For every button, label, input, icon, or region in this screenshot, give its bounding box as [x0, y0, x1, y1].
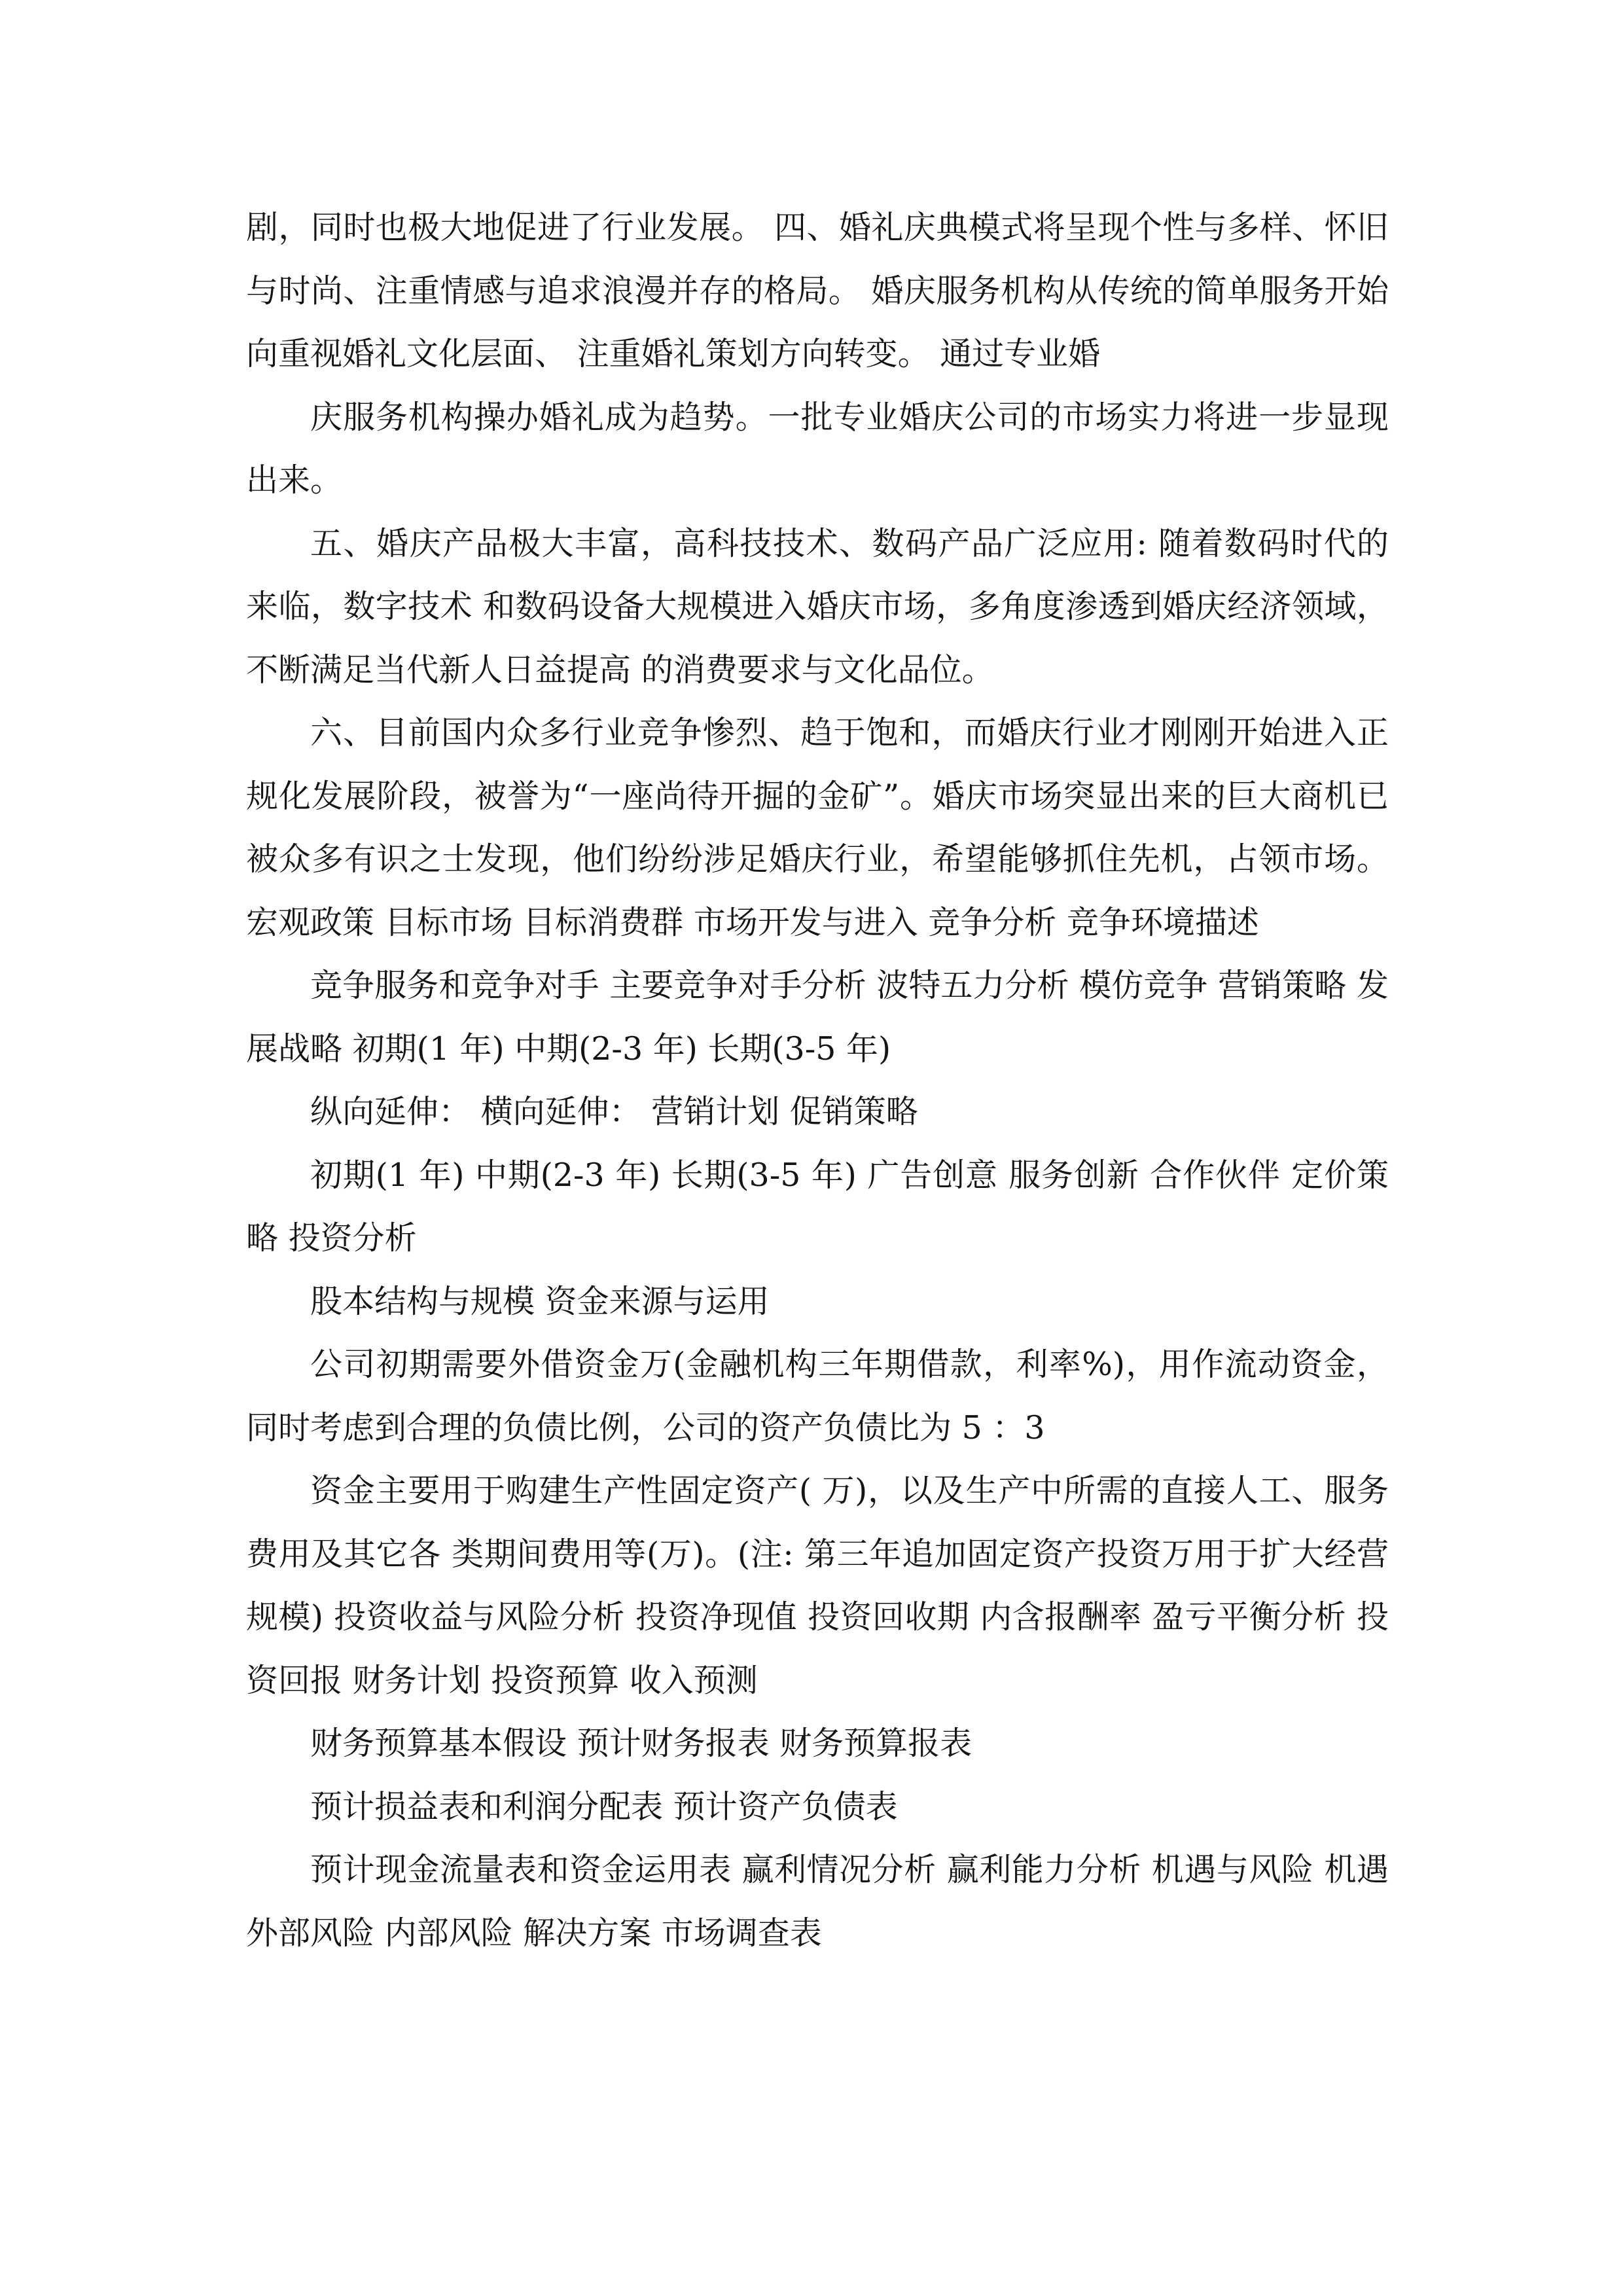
paragraph: 纵向延伸： 横向延伸： 营销计划 促销策略	[310, 1093, 918, 1130]
paragraph: 预计损益表和利润分配表 预计资产负债表	[310, 1787, 898, 1825]
paragraph: 股本结构与规模 资金来源与运用	[310, 1282, 770, 1320]
paragraph: 公司初期需要外借资金万(金融机构三年期借款，利率%)，用作流动资金，同时考虑到合理的负债比例，公司的资产负债比为 5 ：3	[246, 1346, 1389, 1446]
paragraph: 资金主要用于购建生产性固定资产( 万)，以及生产中所需的直接人工、服务费用及其它各 类期间费用等(万)。(注: 第三年追加固定资产投资万用于扩大经营规模) 投资收益与风险分析 投资净现值 投资回收期 内含报酬率 盈亏平衡分析 投资回报 财务计划 投资预算 收入预测	[246, 1472, 1389, 1699]
paragraph: 六、目前国内众多行业竞争惨烈、趋于饱和，而婚庆行业才刚刚开始进入正规化发展阶段，被誉为“一座尚待开掘的金矿”。婚庆市场突显出来的巨大商机已被众多有识之士发现，他们纷纷涉足婚庆行业，希望能够抓住先机，占领市场。宏观政策 目标市场 目标消费群 市场开发与进入 竞争分析 竞争环境描述	[246, 714, 1389, 941]
paragraph: 五、婚庆产品极大丰富，高科技技术、数码产品广泛应用: 随着数码时代的来临，数字技术 和数码设备大规模进入婚庆市场，多角度渗透到婚庆经济领域，不断满足当代新人日益提高 的消费要求与文化品位。	[246, 524, 1389, 689]
paragraph: 财务预算基本假设 预计财务报表 财务预算报表	[310, 1725, 972, 1762]
paragraph: 剧，同时也极大地促进了行业发展。 四、婚礼庆典模式将呈现个性与多样、怀旧与时尚、注重情感与追求浪漫并存的格局。 婚庆服务机构从传统的简单服务开始向重视婚礼文化层面、 注重婚礼策划方向转变。 通过专业婚	[246, 209, 1389, 372]
document-page	[246, 196, 1389, 1965]
paragraph: 竞争服务和竞争对手 主要竞争对手分析 波特五力分析 模仿竞争 营销策略 发展战略 初期(1 年) 中期(2-3 年) 长期(3-5 年)	[246, 967, 1389, 1067]
paragraph: 预计现金流量表和资金运用表 赢利情况分析 赢利能力分析 机遇与风险 机遇 外部风险 内部风险 解决方案 市场调查表	[246, 1851, 1389, 1952]
paragraph: 初期(1 年) 中期(2-3 年) 长期(3-5 年) 广告创意 服务创新 合作伙伴 定价策略 投资分析	[246, 1156, 1389, 1257]
paragraph: 庆服务机构操办婚礼成为趋势。一批专业婚庆公司的市场实力将进一步显现出来。	[246, 398, 1389, 499]
